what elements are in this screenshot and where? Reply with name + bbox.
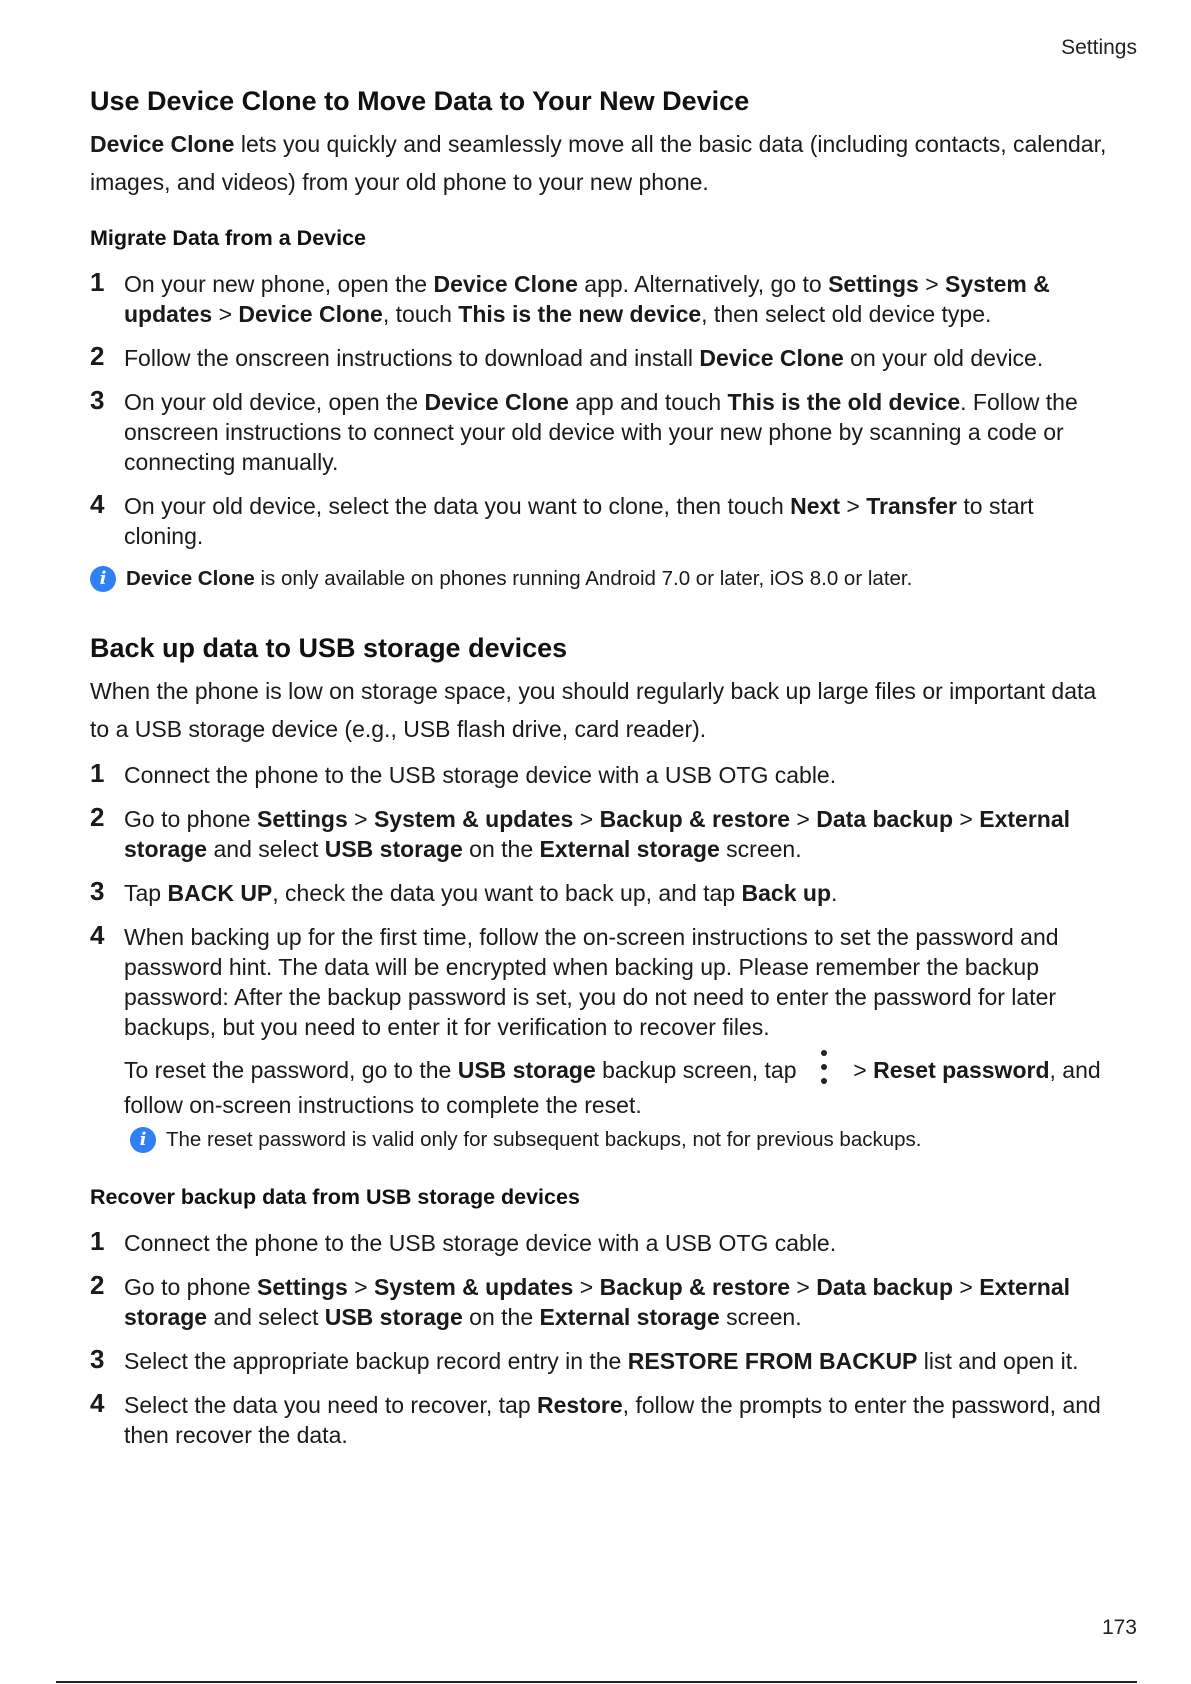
section-title-device-clone: Use Device Clone to Move Data to Your New Device [90,86,750,116]
info-icon: i [130,1127,156,1153]
info-icon: i [90,566,116,592]
list-item: 3 Select the appropriate backup record entry in the RESTORE FROM BACKUP list and open it. [90,1344,1079,1375]
reset-password-instructions: To reset the password, go to the USB storage backup screen, tap > Reset password, and follow on-screen instructions to complete the reset. [124,1044,1118,1120]
list-item: 4 On your old device, select the data you want to clone, then touch Next > Transfer to start cloning. [90,489,1034,550]
more-vertical-icon [803,1044,847,1090]
device-clone-note: i Device Clone is only available on phones running Android 7.0 or later, iOS 8.0 or later. [84,565,1118,593]
list-item: 3 On your old device, open the Device Clone app and touch This is the old device. Follow the onscreen instructions to connect your old device with your new phone by scanning a code or connecting manually. [90,385,1078,476]
device-clone-intro: Device Clone lets you quickly and seamlessly move all the basic data (including contacts, calendar, images, and videos) from your old phone to your new phone. [90,131,1107,196]
usb-backup-intro: When the phone is low on storage space, you should regularly back up large files or important data to a USB storage device (e.g., USB flash drive, card reader). [90,678,1097,743]
list-item: 1 Connect the phone to the USB storage device with a USB OTG cable. [90,758,837,789]
list-item: 1 On your new phone, open the Device Clone app. Alternatively, go to Settings > System & updates > Device Clone, touch This is the new device, then select old device type. [90,267,1050,328]
reset-password-note: i The reset password is valid only for subsequent backups, not for previous backups. [124,1126,1118,1154]
recover-steps-list [90,1228,1118,1450]
subheading-recover-backup: Recover backup data from USB storage devices [90,1185,580,1210]
list-item: 4 When backing up for the first time, follow the on-screen instructions to set the password and password hint. The data will be encrypted when backing up. Please remember the backup password: After the backup password is set, you do not need to enter the password for later backups, but you need to enter it for verification to recover files. To reset the password, go to the USB storage backup screen, tap > Reset password, and follow on-screen instructions to complete the reset. i The reset password is valid only for subsequent backups, not for previous backups. [90,922,1118,1154]
page-number: 173 [1101,1616,1137,1639]
list-item: 1 Connect the phone to the USB storage device with a USB OTG cable. [90,1226,837,1257]
migrate-steps-list [90,269,1118,551]
running-header: Settings [1061,36,1137,59]
list-item: 2 Go to phone Settings > System & updates > Backup & restore > Data backup > External storage and select USB storage on the External storage screen. [90,1270,1071,1331]
bottom-rule [56,1681,1137,1683]
list-item: 2 Go to phone Settings > System & updates > Backup & restore > Data backup > External storage and select USB storage on the External storage screen. [90,802,1071,863]
page-content [90,84,1118,1464]
subheading-migrate-data: Migrate Data from a Device [90,226,367,251]
section-title-usb-backup: Back up data to USB storage devices [90,633,568,664]
usb-backup-steps-list [90,760,1118,1154]
list-item: 3 Tap BACK UP, check the data you want to back up, and tap Back up. [90,876,838,907]
list-item: 2 Follow the onscreen instructions to download and install Device Clone on your old device. [90,341,1044,372]
list-item: 4 Select the data you need to recover, tap Restore, follow the prompts to enter the password, and then recover the data. [90,1388,1101,1449]
